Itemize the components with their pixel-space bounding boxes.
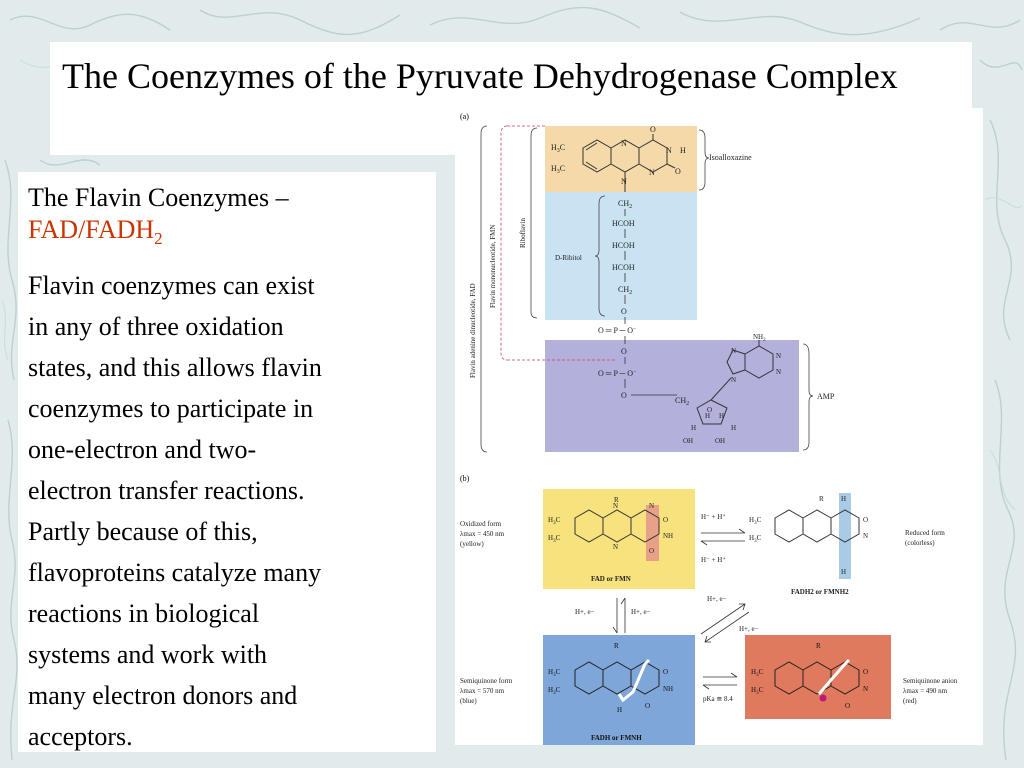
heading-line-1: The Flavin Coenzymes –: [28, 183, 289, 212]
svg-text:R: R: [614, 642, 619, 650]
svg-text:O: O: [649, 547, 655, 555]
svg-text:N: N: [649, 502, 655, 510]
svg-text:N: N: [621, 177, 627, 186]
figure-box: [455, 108, 983, 745]
heading-subscript: 2: [154, 229, 163, 249]
heading-fad: FAD/FADH: [28, 215, 155, 244]
pka-label: pKa ≅ 8.4: [703, 695, 733, 703]
svg-text:O: O: [621, 347, 627, 356]
svg-text:H: H: [680, 146, 686, 155]
svg-text:N: N: [776, 352, 782, 360]
oxidized-form-label: [460, 520, 505, 548]
fmn-vertical-label: Flavin mononucleotide, FMN: [489, 224, 497, 308]
svg-text:H3C: $H_3C$: [749, 516, 762, 526]
svg-text:H3C: $H_3C$: [749, 534, 762, 544]
panel-a-label: (a): [460, 112, 469, 121]
svg-text:H: H: [841, 495, 847, 503]
body-text: [28, 265, 428, 757]
svg-text:N: N: [613, 502, 619, 510]
svg-text:O ═ P ─ O−: O ═ P ─ O−: [598, 326, 637, 335]
svg-text:O: O: [675, 167, 681, 176]
svg-text:Semiquinone anion: Semiquinone anion: [903, 677, 958, 685]
body-line: reactions in biological: [28, 599, 260, 628]
arrow-semi-red: [701, 604, 749, 642]
body-line: systems and work with: [28, 640, 268, 669]
arrow-h-e-1: H+, e−: [575, 608, 595, 616]
svg-text:NH: NH: [663, 685, 674, 693]
svg-text:O: O: [621, 307, 627, 316]
svg-text:λmax = 450 nm: λmax = 450 nm: [460, 530, 505, 538]
semiquinone-form-label: [460, 677, 513, 705]
svg-text:R: R: [819, 495, 824, 503]
svg-text:λmax = 570 nm: λmax = 570 nm: [460, 687, 505, 695]
svg-text:N: N: [731, 376, 737, 384]
svg-text:(red): (red): [903, 697, 917, 705]
fad-bracket: [481, 126, 487, 452]
svg-text:O: O: [663, 516, 669, 524]
svg-text:R: R: [614, 496, 619, 504]
panel-b-label: (b): [460, 474, 470, 483]
amp-label: AMP: [817, 392, 835, 401]
svg-text:CH2: $CH_2$: [618, 285, 633, 296]
svg-text:HCOH: HCOH: [612, 219, 635, 228]
arrow-pka: [703, 673, 737, 689]
body-line: acceptors.: [28, 722, 133, 751]
body-line: one-electron and two-: [28, 435, 257, 464]
svg-text:(blue): (blue): [460, 697, 477, 705]
svg-text:N: N: [649, 168, 655, 177]
svg-text:Semiquinone form: Semiquinone form: [460, 677, 513, 685]
svg-text:N: N: [666, 146, 672, 155]
svg-text:NH: NH: [663, 532, 674, 540]
isoalloxazine-label: Isoalloxazine: [709, 153, 752, 162]
svg-text:CH2: $CH_2$: [675, 396, 690, 407]
fad-vertical-label: Flavin adenine dinucleotide, FAD: [469, 283, 477, 378]
svg-text:H: H: [617, 706, 623, 714]
svg-text:HCOH: HCOH: [612, 263, 635, 272]
riboflavin-vertical-label: Riboflavin: [519, 218, 527, 248]
svg-text:H3C: $H_3C$: [551, 143, 566, 154]
arrow-hydride-2: H⁻ + H⁺: [701, 556, 726, 564]
semiquinone-anion-label: [903, 677, 958, 705]
svg-text:O: O: [863, 668, 869, 676]
body-line: Partly because of this,: [28, 517, 258, 546]
riboflavin-bracket: [531, 128, 537, 318]
svg-text:(colorless): (colorless): [905, 539, 935, 547]
svg-text:H3C: $H_3C$: [551, 164, 566, 175]
svg-text:Reduced form: Reduced form: [905, 529, 945, 537]
svg-text:H: H: [705, 412, 711, 420]
body-line: states, and this allows flavin: [28, 353, 322, 382]
svg-text:H3C: $H_3C$: [751, 686, 764, 696]
svg-text:O: O: [621, 391, 627, 400]
svg-text:H3C: $H_3C$: [548, 668, 561, 678]
svg-text:H3C: $H_3C$: [548, 534, 561, 544]
svg-text:N: N: [613, 543, 619, 551]
arrow-ox-red: [701, 529, 745, 545]
slide-title: [62, 54, 898, 98]
body-line: coenzymes to participate in: [28, 394, 314, 423]
svg-text:O: O: [663, 668, 669, 676]
svg-text:H3C: $H_3C$: [548, 516, 561, 526]
arrow-ox-semi: [613, 598, 625, 633]
svg-text:O ═ P ─ O−: O ═ P ─ O−: [598, 369, 637, 378]
heading: [28, 182, 289, 255]
svg-text:N: N: [863, 532, 869, 540]
reduced-form-label: [905, 529, 945, 547]
svg-text:NH2: $NH_2$: [753, 333, 766, 343]
ribitol-label: D-Ribitol: [555, 254, 582, 262]
svg-text:O: O: [845, 702, 851, 710]
svg-text:R: R: [816, 642, 821, 650]
svg-text:O: O: [863, 516, 869, 524]
svg-text:N: N: [621, 139, 627, 148]
svg-text:Oxidized form: Oxidized form: [460, 520, 502, 528]
box-fadh2: FADH2 or FMNH2: [791, 588, 849, 596]
svg-text:N: N: [863, 685, 869, 693]
svg-text:HCOH: HCOH: [612, 241, 635, 250]
arrow-h-e-3: H+, e−: [707, 595, 727, 603]
svg-text:H: H: [841, 568, 847, 576]
svg-text:OH: OH: [715, 437, 726, 445]
box-fadh: FADH or FMNH: [591, 734, 642, 742]
box-fad-fmn: FAD or FMN: [591, 575, 631, 583]
text-box: [18, 172, 436, 752]
svg-text:H: H: [731, 424, 737, 432]
flavin-figure: [455, 108, 983, 745]
arrow-h-e-4: H+, e−: [739, 625, 759, 633]
svg-text:λmax = 490 nm: λmax = 490 nm: [903, 687, 948, 695]
body-line: Flavin coenzymes can exist: [28, 271, 315, 300]
svg-text:H: H: [719, 412, 725, 420]
body-line: many electron donors and: [28, 681, 298, 710]
svg-text:O: O: [650, 125, 656, 134]
heading-line-2: [28, 214, 289, 255]
svg-text:(yellow): (yellow): [460, 540, 484, 548]
svg-text:O: O: [645, 702, 651, 710]
body-line: electron transfer reactions.: [28, 476, 305, 505]
body-line: in any of three oxidation: [28, 312, 284, 341]
slide-title-text: The Coenzymes of the Pyruvate Dehydrogenase Complex: [62, 56, 898, 96]
arrow-h-e-2: H+, e−: [631, 608, 651, 616]
amp-region: [545, 340, 799, 452]
svg-text:N: N: [776, 368, 782, 376]
svg-text:H3C: $H_3C$: [751, 668, 764, 678]
svg-text:O: O: [707, 406, 713, 414]
arrow-hydride-1: H⁻ + H⁺: [701, 513, 726, 521]
fmn-bracket: [501, 126, 507, 360]
svg-text:CH2: $CH_2$: [618, 199, 633, 210]
svg-text:H: H: [691, 424, 697, 432]
svg-text:OH: OH: [683, 437, 694, 445]
svg-text:H3C: $H_3C$: [548, 686, 561, 696]
svg-text:N: N: [731, 347, 737, 355]
body-line: flavoproteins catalyze many: [28, 558, 322, 587]
